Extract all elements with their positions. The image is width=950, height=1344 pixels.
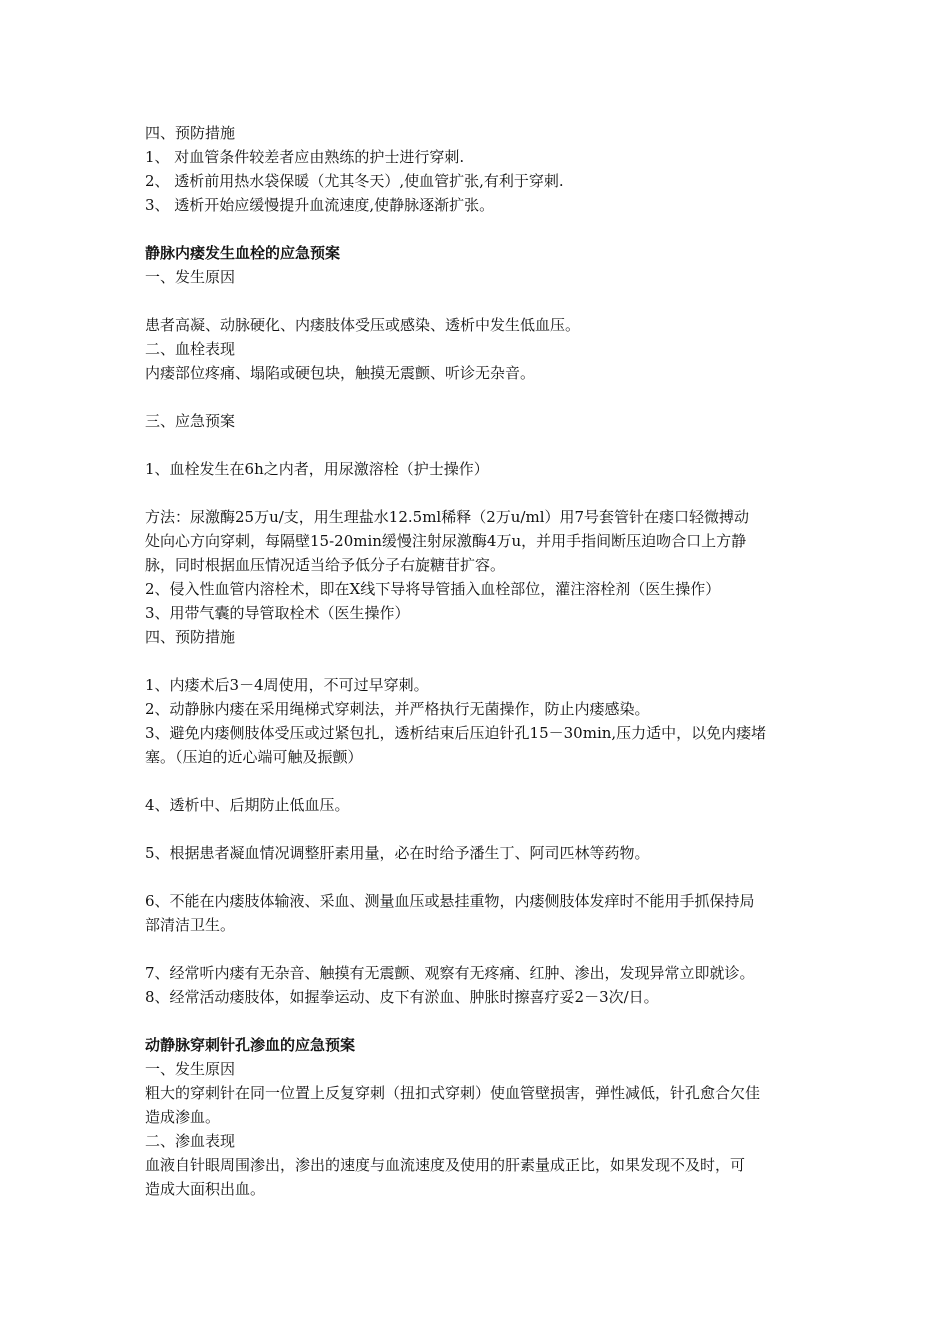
bleeding-cause-line: 粗大的穿刺针在同一位置上反复穿刺（扭扣式穿刺）使血管壁损害，弹性减低，针孔愈合欠佳 [145, 1084, 761, 1102]
thrombosis-prevent-item: 3、避免内瘘侧肢体受压或过紧包扎，透析结束后压迫针孔15－30min,压力适中，以免内瘘堵 [145, 724, 767, 742]
thrombosis-signs-heading: 二、血栓表现 [145, 340, 236, 358]
prevention-item: 2、 透析前用热水袋保暖（尤其冬天）,使血管扩张,有利于穿刺. [145, 172, 564, 190]
bleeding-signs-heading: 二、渗血表现 [145, 1132, 236, 1150]
thrombosis-prevent-item: 5、根据患者凝血情况调整肝素用量，必在时给予潘生丁、阿司匹林等药物。 [145, 844, 650, 862]
thrombosis-plan-2: 2、侵入性血管内溶栓术，即在X线下导将导管插入血栓部位，灌注溶栓剂（医生操作） [145, 580, 721, 598]
thrombosis-prevent-item: 1、内瘘术后3－4周使用，不可过早穿刺。 [145, 676, 429, 694]
thrombosis-prevent-item: 部清洁卫生。 [145, 916, 236, 934]
thrombosis-method-line: 脉，同时根据血压情况适当给予低分子右旋糖苷扩容。 [145, 556, 506, 574]
thrombosis-plan-1: 1、血栓发生在6h之内者，用尿激溶栓（护士操作） [145, 460, 489, 478]
thrombosis-method-line: 处向心方向穿刺，每隔壁15-20min缓慢注射尿激酶4万u，并用手指间断压迫吻合口上方静 [145, 532, 747, 550]
thrombosis-prevent-item: 6、不能在内瘘肢体输液、采血、测量血压或悬挂重物，内瘘侧肢体发痒时不能用手抓保持局 [145, 892, 755, 910]
section-heading-prevention: 四、预防措施 [145, 124, 236, 142]
thrombosis-prevent-item: 2、动静脉内瘘在采用绳梯式穿刺法，并严格执行无菌操作，防止内瘘感染。 [145, 700, 650, 718]
bleeding-title: 动静脉穿刺针孔渗血的应急预案 [145, 1036, 356, 1054]
thrombosis-plan-heading: 三、应急预案 [145, 412, 236, 430]
document-body [145, 121, 815, 1201]
thrombosis-cause-text: 患者高凝、动脉硬化、内瘘肢体受压或感染、透析中发生低血压。 [145, 316, 581, 334]
bleeding-cause-heading: 一、发生原因 [145, 1060, 236, 1078]
thrombosis-method-line: 方法：尿激酶25万u/支，用生理盐水12.5ml稀释（2万u/ml）用7号套管针在瘘口轻微搏动 [145, 508, 750, 526]
thrombosis-prevent-heading: 四、预防措施 [145, 628, 236, 646]
thrombosis-prevent-item: 8、经常活动瘘肢体，如握拳运动、皮下有淤血、肿胀时擦喜疗妥2－3次/日。 [145, 988, 659, 1006]
prevention-item: 3、 透析开始应缓慢提升血流速度,使静脉逐渐扩张。 [145, 196, 495, 214]
thrombosis-prevent-item: 4、透析中、后期防止低血压。 [145, 796, 350, 814]
prevention-item: 1、 对血管条件较差者应由熟练的护士进行穿刺. [145, 148, 465, 166]
thrombosis-prevent-item: 7、经常听内瘘有无杂音、触摸有无震颤、观察有无疼痛、红肿、渗出，发现异常立即就诊。 [145, 964, 755, 982]
thrombosis-plan-3: 3、用带气囊的导管取栓术（医生操作） [145, 604, 410, 622]
thrombosis-prevent-item: 塞。（压迫的近心端可触及振颤） [145, 748, 363, 766]
bleeding-signs-line: 造成大面积出血。 [145, 1180, 266, 1198]
thrombosis-signs-text: 内瘘部位疼痛、塌陷或硬包块，触摸无震颤、听诊无杂音。 [145, 364, 536, 382]
thrombosis-cause-heading: 一、发生原因 [145, 268, 236, 286]
bleeding-signs-line: 血液自针眼周围渗出，渗出的速度与血流速度及使用的肝素量成正比，如果发现不及时，可 [145, 1156, 746, 1174]
thrombosis-title: 静脉内瘘发生血栓的应急预案 [145, 244, 341, 262]
bleeding-cause-line: 造成渗血。 [145, 1108, 221, 1126]
